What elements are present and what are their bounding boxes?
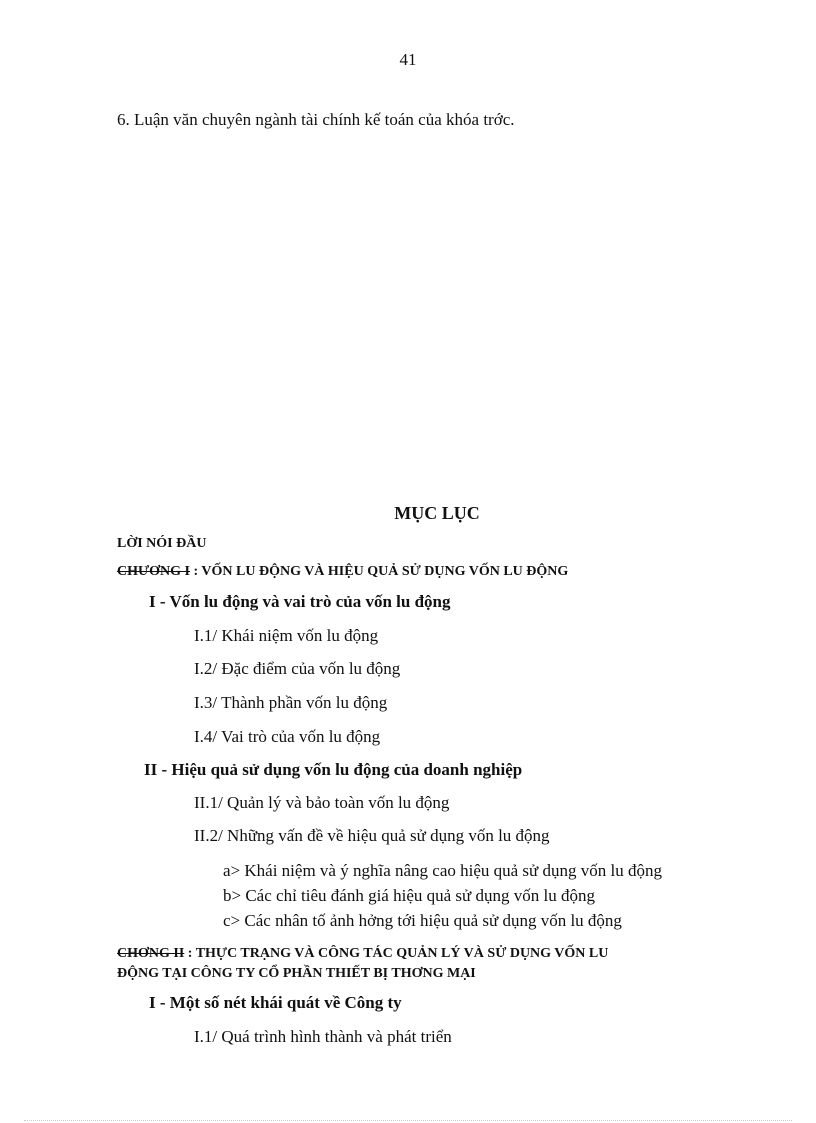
- toc-chapter-2-line-1: [117, 946, 608, 962]
- toc-subitem-b: b> Các chỉ tiêu đánh giá hiệu quả sử dụng vốn lu động: [223, 886, 595, 905]
- toc-chapter-1: [117, 564, 568, 580]
- reference-item: 6. Luận văn chuyên ngành tài chính kế toán của khóa trớc.: [117, 110, 515, 129]
- toc-section-2: II - Hiệu quả sử dụng vốn lu động của doanh nghiệp: [144, 760, 523, 779]
- chapter-1-title: : VỐN LU ĐỘNG VÀ HIỆU QUẢ SỬ DỤNG VỐN LU ĐỘNG: [189, 564, 569, 579]
- toc-subitem-a: a> Khái niệm và ý nghĩa nâng cao hiệu quả sử dụng vốn lu động: [223, 861, 662, 880]
- toc-chapter-2-line-2: ĐỘNG TẠI CÔNG TY CỔ PHẦN THIẾT BỊ THƠNG MẠI: [117, 966, 476, 981]
- page-bottom-divider: [24, 1120, 792, 1121]
- toc-item-1-4: I.4/ Vai trò của vốn lu động: [194, 727, 381, 746]
- toc-subitem-c: c> Các nhân tố ảnh hởng tới hiệu quả sử dụng vốn lu động: [223, 911, 622, 930]
- toc-item-1-2: I.2/ Đặc điểm của vốn lu động: [194, 659, 401, 678]
- toc-item-2-2: II.2/ Những vấn đề về hiệu quả sử dụng vốn lu động: [194, 826, 550, 845]
- chapter-2-label: CHƠNG II: [117, 946, 185, 961]
- toc-section-1: I - Vốn lu động và vai trò của vốn lu động: [149, 592, 451, 611]
- toc-item-1-3: I.3/ Thành phần vốn lu động: [194, 693, 388, 712]
- toc-item-3-1: I.1/ Quá trình hình thành và phát triển: [194, 1027, 452, 1046]
- chapter-2-title-1: : THỰC TRẠNG VÀ CÔNG TÁC QUẢN LÝ VÀ SỬ DỤNG VỐN LU: [184, 946, 609, 961]
- chapter-1-label: CHƯƠNG I: [117, 564, 190, 579]
- toc-section-3: I - Một số nét khái quát về Công ty: [149, 993, 402, 1012]
- page-number: 41: [399, 50, 417, 69]
- toc-title: MỤC LỤC: [394, 503, 480, 523]
- toc-item-2-1: II.1/ Quản lý và bảo toàn vốn lu động: [194, 793, 450, 812]
- toc-item-1-1: I.1/ Khái niệm vốn lu động: [194, 626, 379, 645]
- toc-intro: LỜI NÓI ĐẦU: [117, 536, 207, 551]
